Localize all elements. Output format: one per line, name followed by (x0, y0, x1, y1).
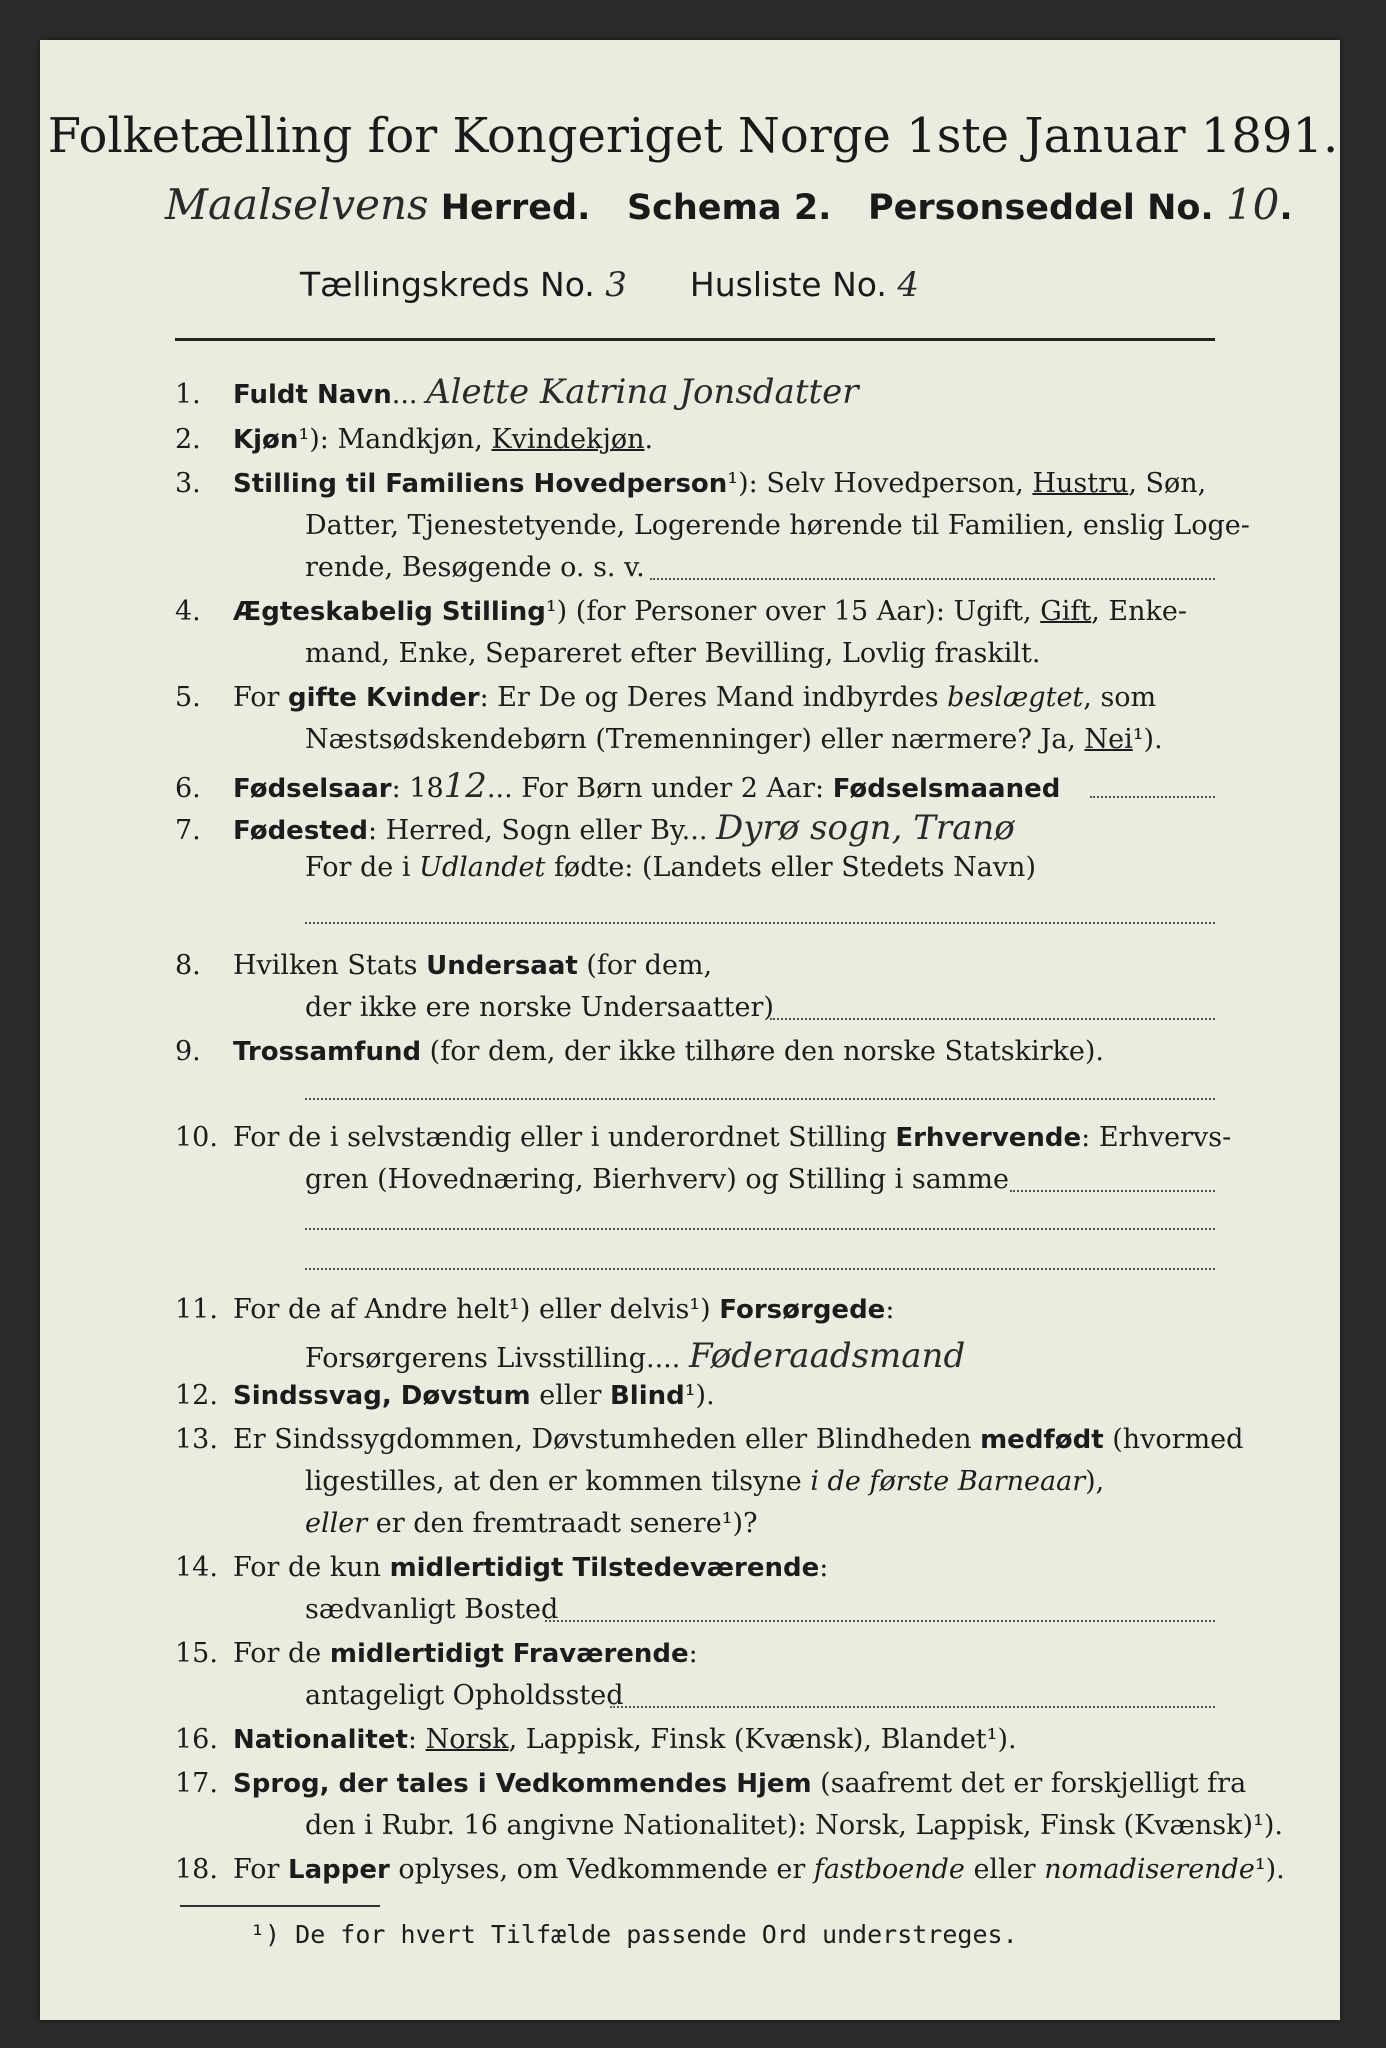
personseddel-number: 10 (1225, 180, 1280, 229)
item-2: 2. Kjøn¹): Mandkjøn, Kvindekjøn. (175, 424, 654, 455)
item-7-line-2: For de i Udlandet fødte: (Landets eller Stedets Navn) (305, 852, 1036, 883)
item-13-line-3: eller er den fremtraadt senere¹)? (305, 1508, 758, 1539)
item-16: 16. Nationalitet: Norsk, Lappisk, Finsk (Kvænsk), Blandet¹). (175, 1724, 1017, 1755)
husliste-label: Husliste No. (689, 265, 887, 304)
item-4: 4. Ægteskabelig Stilling¹) (for Personer over 15 Aar): Ugift, Gift, Enke- (175, 596, 1187, 627)
item-10-dotted-line-2 (305, 1228, 1215, 1230)
birth-year-answer: 12 (443, 766, 487, 806)
item-18: 18. For Lapper oplyses, om Vedkommende er fastboende eller nomadiserende¹). (175, 1854, 1285, 1885)
form-title: Folketælling for Kongeriget Norge 1ste Januar 1891. (47, 108, 1339, 164)
item-14-line-2: sædvanligt Bosted (305, 1594, 559, 1625)
item-9: 9. Trossamfund (for dem, der ikke tilhøre den norske Statskirke). (175, 1036, 1104, 1067)
provider-occupation-answer: Føderaadsmand (688, 1336, 966, 1376)
item-10-line-2: gren (Hovednæring, Bierhverv) og Stilling i samme (305, 1164, 1010, 1195)
item-3-line-2: Datter, Tjenestetyende, Logerende hørende til Familien, enslig Loge- (305, 510, 1250, 541)
full-name-answer: Alette Katrina Jonsdatter (426, 372, 859, 412)
item-11-line-2: Forsørgerens Livsstilling.... Føderaadsmand (305, 1336, 966, 1376)
census-form-sheet (40, 40, 1340, 2020)
item-13-line-2: ligestilles, at den er kommen tilsyne i de første Barneaar), (305, 1466, 1105, 1497)
item-9-dotted-line (305, 1098, 1215, 1100)
item-15-line-2: antageligt Opholdssted (305, 1680, 624, 1711)
item-10-dotted-line-1 (1010, 1190, 1215, 1192)
footnote: ¹) De for hvert Tilfælde passende Ord understreges. (250, 1920, 1018, 1949)
item-6: 6. Fødselsaar: 1812... For Børn under 2 Aar: Fødselsmaaned (175, 766, 1061, 806)
item-3: 3. Stilling til Familiens Hovedperson¹): Selv Hovedperson, Hustru, Søn, (175, 468, 1207, 499)
item-13: 13. Er Sindssygdommen, Døvstumheden eller Blindheden medfødt (hvormed (175, 1424, 1244, 1455)
herred-handwritten: Maalselvens (165, 180, 429, 229)
item-12: 12. Sindssvag, Døvstum eller Blind¹). (175, 1380, 715, 1411)
header-rule (175, 338, 1215, 341)
personseddel-label: Personseddel No. (868, 188, 1214, 228)
husliste-number: 4 (897, 265, 919, 305)
item-5: 5. For gifte Kvinder: Er De og Deres Mand indbyrdes beslægtet, som (175, 682, 1157, 713)
kreds-number: 3 (605, 265, 627, 305)
item-3-line-3: rende, Besøgende o. s. v. (305, 552, 645, 583)
item-14: 14. For de kun midlertidigt Tilstedeværende: (175, 1552, 829, 1583)
herred-line (165, 180, 1280, 229)
item-8: 8. Hvilken Stats Undersaat (for dem, (175, 950, 713, 981)
birthplace-answer: Dyrø sogn, Tranø (716, 808, 1015, 848)
item-4-line-2: mand, Enke, Separeret efter Bevilling, Lovlig fraskilt. (305, 638, 1041, 669)
item-11: 11. For de af Andre helt¹) eller delvis¹) Forsørgede: (175, 1294, 895, 1325)
item-8-dotted-line (770, 1018, 1215, 1020)
item-14-dotted-line (545, 1620, 1215, 1622)
item-7-dotted-line (305, 922, 1215, 924)
item-5-line-2: Næstsødskendebørn (Tremenninger) eller nærmere? Ja, Nei¹). (305, 724, 1163, 755)
item-10: 10. For de i selvstændig eller i underordnet Stilling Erhvervende: Erhvervs- (175, 1122, 1232, 1153)
item-7: 7. Fødested: Herred, Sogn eller By... Dyrø sogn, Tranø (175, 808, 1015, 848)
schema-label: Schema 2. (626, 188, 832, 228)
item-1: 1. Fuldt Navn... Alette Katrina Jonsdatter (175, 372, 859, 412)
item-17: 17. Sprog, der tales i Vedkommendes Hjem (saafremt det er forskjelligt fra (175, 1768, 1247, 1799)
kreds-label: Tællingskreds No. (300, 265, 595, 304)
footnote-rule (180, 1905, 380, 1907)
item-6-dotted-line (1090, 796, 1215, 798)
item-15: 15. For de midlertidigt Fraværende: (175, 1638, 698, 1669)
herred-label: Herred. (440, 188, 591, 228)
item-10-dotted-line-3 (305, 1268, 1215, 1270)
item-3-dotted-line (650, 578, 1215, 580)
item-8-line-2: der ikke ere norske Undersaatter) (305, 992, 774, 1023)
item-15-dotted-line (610, 1706, 1215, 1708)
kreds-line (300, 265, 1200, 305)
item-17-line-2: den i Rubr. 16 angivne Nationalitet): Norsk, Lappisk, Finsk (Kvænsk)¹). (305, 1810, 1283, 1841)
